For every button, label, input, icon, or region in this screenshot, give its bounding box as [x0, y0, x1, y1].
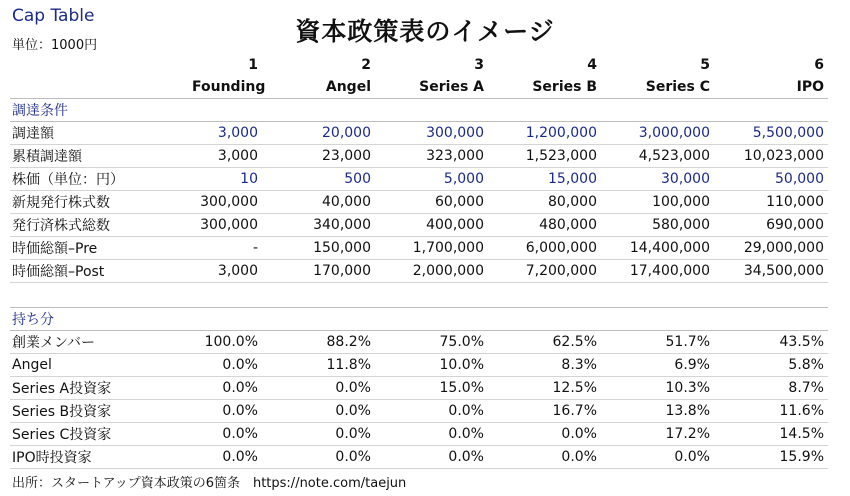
cell-value: 110,000 [714, 191, 828, 214]
cell-value: 12.5% [488, 377, 601, 400]
cell-value: 0.0% [262, 446, 375, 469]
table-row [10, 237, 828, 260]
cell-value: 2,000,000 [375, 260, 488, 283]
column-name: Founding [190, 76, 262, 99]
cell-value: 5,000 [375, 168, 488, 191]
section-header-ownership [10, 308, 828, 331]
cell-value: 500 [262, 168, 375, 191]
cell-value: 11.8% [262, 354, 375, 377]
column-name: Angel [262, 76, 375, 99]
table-row [10, 122, 828, 145]
table-row [10, 214, 828, 237]
cell-value: 43.5% [714, 331, 828, 354]
cell-value: 0.0% [262, 423, 375, 446]
column-name-row [10, 76, 828, 99]
column-name: Series C [601, 76, 714, 99]
cell-value: 0.0% [488, 446, 601, 469]
table-row [10, 446, 828, 469]
table-row [10, 331, 828, 354]
cell-value: 11.6% [714, 400, 828, 423]
row-label: Series C投資家 [10, 423, 190, 446]
section-spacer [10, 283, 828, 308]
cell-value: 80,000 [488, 191, 601, 214]
cell-value: 8.7% [714, 377, 828, 400]
cell-value: 30,000 [601, 168, 714, 191]
cell-value: 88.2% [262, 331, 375, 354]
cell-value: 6.9% [601, 354, 714, 377]
cell-value: 20,000 [262, 122, 375, 145]
cell-value: - [190, 237, 262, 260]
row-label: Series B投資家 [10, 400, 190, 423]
cell-value: 3,000 [190, 260, 262, 283]
cell-value: 5.8% [714, 354, 828, 377]
cell-value: 100.0% [190, 331, 262, 354]
cell-value: 150,000 [262, 237, 375, 260]
cell-value: 10 [190, 168, 262, 191]
cell-value: 60,000 [375, 191, 488, 214]
unit-label: 単位：1000円 [12, 38, 98, 53]
header-blank [10, 76, 190, 99]
cell-value: 4,523,000 [601, 145, 714, 168]
cell-value: 323,000 [375, 145, 488, 168]
cell-value: 0.0% [375, 423, 488, 446]
row-label: 調達額 [10, 122, 190, 145]
cell-value: 0.0% [190, 446, 262, 469]
cell-value: 14,400,000 [601, 237, 714, 260]
cell-value: 16.7% [488, 400, 601, 423]
column-name: IPO [714, 76, 828, 99]
cell-value: 1,200,000 [488, 122, 601, 145]
row-label: IPO時投資家 [10, 446, 190, 469]
cell-value: 300,000 [190, 191, 262, 214]
table-row [10, 423, 828, 446]
cell-value: 480,000 [488, 214, 601, 237]
column-number: 1 [248, 57, 258, 73]
cell-value: 10.0% [375, 354, 488, 377]
row-label: 創業メンバー [10, 331, 190, 354]
table-row [10, 354, 828, 377]
cell-value: 300,000 [190, 214, 262, 237]
source-footnote: 出所：スタートアップ資本政策の6箇条 https://note.com/taejun [12, 476, 407, 491]
column-number: 5 [700, 57, 710, 73]
cell-value: 1,700,000 [375, 237, 488, 260]
cell-value: 0.0% [488, 423, 601, 446]
page-title: 資本政策表のイメージ [295, 17, 555, 46]
table-row [10, 260, 828, 283]
cell-value: 15.9% [714, 446, 828, 469]
section-title: 持ち分 [10, 308, 828, 331]
table-row [10, 145, 828, 168]
table-row [10, 400, 828, 423]
cell-value: 62.5% [488, 331, 601, 354]
column-number-row [10, 54, 828, 76]
cell-value: 3,000 [190, 122, 262, 145]
table-row [10, 168, 828, 191]
cell-value: 10.3% [601, 377, 714, 400]
cell-value: 34,500,000 [714, 260, 828, 283]
cell-value: 0.0% [190, 377, 262, 400]
cell-value: 170,000 [262, 260, 375, 283]
column-name: Series A [375, 76, 488, 99]
row-label: 発行済株式総数 [10, 214, 190, 237]
cell-value: 0.0% [375, 446, 488, 469]
cell-value: 6,000,000 [488, 237, 601, 260]
row-label: 累積調達額 [10, 145, 190, 168]
table-row [10, 377, 828, 400]
cell-value: 17,400,000 [601, 260, 714, 283]
column-number: 3 [474, 57, 484, 73]
row-label: 時価総額–Pre [10, 237, 190, 260]
cell-value: 0.0% [375, 400, 488, 423]
cell-value: 3,000 [190, 145, 262, 168]
cell-value: 75.0% [375, 331, 488, 354]
cell-value: 51.7% [601, 331, 714, 354]
row-label: 時価総額–Post [10, 260, 190, 283]
row-label: 新規発行株式数 [10, 191, 190, 214]
cell-value: 15.0% [375, 377, 488, 400]
cell-value: 580,000 [601, 214, 714, 237]
row-label: Angel [10, 354, 190, 377]
cell-value: 690,000 [714, 214, 828, 237]
section-header-conditions [10, 99, 828, 122]
cell-value: 1,523,000 [488, 145, 601, 168]
section-title: 調達条件 [10, 99, 828, 122]
cell-value: 17.2% [601, 423, 714, 446]
cell-value: 0.0% [262, 400, 375, 423]
row-label: Series A投資家 [10, 377, 190, 400]
spacer-cell [10, 283, 828, 308]
row-label: 株価（単位：円） [10, 168, 190, 191]
cell-value: 23,000 [262, 145, 375, 168]
cell-value: 13.8% [601, 400, 714, 423]
cell-value: 300,000 [375, 122, 488, 145]
cell-value: 3,000,000 [601, 122, 714, 145]
cell-value: 0.0% [190, 423, 262, 446]
header-blank [10, 54, 190, 76]
cell-value: 0.0% [601, 446, 714, 469]
cell-value: 0.0% [190, 400, 262, 423]
cell-value: 14.5% [714, 423, 828, 446]
cell-value: 100,000 [601, 191, 714, 214]
column-name: Series B [488, 76, 601, 99]
cap-table-label: Cap Table [12, 6, 95, 26]
cell-value: 8.3% [488, 354, 601, 377]
column-number: 4 [587, 57, 597, 73]
table-row [10, 191, 828, 214]
cell-value: 7,200,000 [488, 260, 601, 283]
cell-value: 10,023,000 [714, 145, 828, 168]
cell-value: 0.0% [262, 377, 375, 400]
cell-value: 0.0% [190, 354, 262, 377]
cap-table [10, 54, 828, 469]
cell-value: 40,000 [262, 191, 375, 214]
column-number: 2 [361, 57, 371, 73]
cell-value: 5,500,000 [714, 122, 828, 145]
column-number: 6 [814, 57, 824, 73]
cell-value: 50,000 [714, 168, 828, 191]
cell-value: 29,000,000 [714, 237, 828, 260]
cell-value: 15,000 [488, 168, 601, 191]
cell-value: 400,000 [375, 214, 488, 237]
cell-value: 340,000 [262, 214, 375, 237]
